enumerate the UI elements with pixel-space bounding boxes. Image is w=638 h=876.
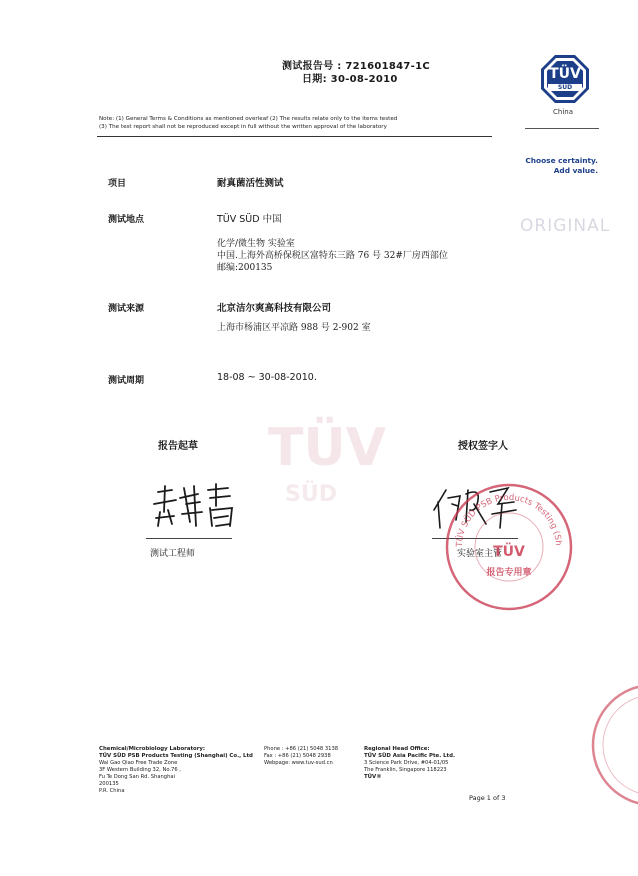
drafter-signature [150, 482, 240, 532]
seal-mark: TÜV [493, 544, 525, 560]
footer-regional [364, 746, 482, 781]
footer-regional-line-1: 3 Science Park Drive, #04-01/05 [364, 760, 449, 766]
location-line-2: 中国.上海外高桥保税区富特东三路 76 号 32#厂房西部位 [217, 251, 448, 261]
note-line-1: Note: (1) General Terms & Conditions as mentioned overleaf (2) The results relate only to the items tested [99, 116, 398, 122]
signer-title: 授权签字人 [458, 441, 508, 452]
field-value-source-address: 上海市杨浦区平凉路 988 号 2-902 室 [217, 323, 371, 333]
seal-text: 报告专用章 [486, 568, 532, 578]
footer-lab-line-1: Wai Gao Qiao Free Trade Zone [99, 760, 178, 766]
company-seal [444, 482, 574, 612]
drafter-role: 测试工程师 [150, 549, 196, 559]
footer-lab [99, 746, 264, 795]
seal-ring-text: TÜV SÜD PSB Products Testing (Sh [454, 492, 564, 548]
original-watermark: ORIGINAL [520, 216, 611, 236]
field-label-location: 测试地点 [108, 215, 145, 225]
footer-regional-title: Regional Head Office: [364, 746, 430, 752]
partial-seal [588, 680, 638, 810]
field-value-location-company: TÜV SÜD 中国 [217, 214, 282, 225]
note-rule [97, 136, 492, 137]
note-line-2: (3) The test report shall not be reproduced except in full without the written approval of the laboratory [99, 124, 387, 130]
partial-seal-ring-icon [588, 680, 638, 810]
field-value-location-address [217, 238, 448, 274]
footer-lab-company: TÜV SÜD PSB Products Testing (Shanghai) Co., Ltd [99, 753, 253, 759]
footer-regional-line-2: The Franklin, Singapore 118223 [364, 767, 447, 773]
drafter-title: 报告起草 [158, 441, 198, 452]
location-line-1: 化学/微生物 实验室 [217, 239, 295, 249]
footer-lab-line-4: 200135 [99, 781, 119, 787]
footer-regional-brand: TÜV® [364, 774, 382, 780]
footer-phone: Phone : +86 (21) 5048 3138 [264, 746, 339, 752]
footer-lab-line-5: P.R. China [99, 788, 125, 794]
report-date: 日期: 30-08-2010 [302, 74, 398, 85]
field-label-period: 测试周期 [108, 376, 145, 386]
field-value-source-company: 北京洁尔爽高科技有限公司 [217, 303, 332, 314]
tagline-line-2: Add value. [553, 166, 598, 175]
field-label-source: 测试来源 [108, 304, 145, 314]
tagline-line-1: Choose certainty. [525, 156, 598, 165]
footer-web: Webpage: www.tuv-sud.cn [264, 760, 333, 766]
note-text [99, 115, 519, 131]
field-value-item: 耐真菌活性测试 [217, 178, 284, 189]
footer-lab-title: Chemical/Microbiology Laboratory: [99, 746, 206, 752]
report-number: 测试报告号 : 721601847-1C [282, 61, 431, 72]
tagline [520, 156, 598, 176]
svg-text:TÜV SÜD PSB Products Testing ( [444, 482, 563, 548]
signer-role: 实验室主管 [457, 549, 503, 559]
tuv-watermark: TÜV [268, 418, 386, 478]
footer-lab-line-3: Fu Te Dong San Rd. Shanghai [99, 774, 176, 780]
logo-mark: TÜV [549, 66, 581, 82]
logo-underline [525, 128, 599, 129]
sud-watermark: SÜD [285, 482, 337, 507]
tuv-logo [540, 54, 590, 104]
drafter-signature-line [146, 538, 232, 539]
field-value-period: 18-08 ~ 30-08-2010. [217, 372, 317, 383]
logo-country: China [553, 108, 573, 116]
page-number: Page 1 of 3 [469, 794, 506, 802]
footer-lab-line-2: 3F Western Building 32, No.76 , [99, 767, 181, 773]
field-label-item: 项目 [108, 179, 127, 189]
footer-regional-company: TÜV SÜD Asia Pacific Pte. Ltd. [364, 753, 456, 759]
footer-contact [264, 746, 364, 767]
location-line-3: 邮编:200135 [217, 263, 273, 273]
footer-fax: Fax : +86 (21) 5048 2938 [264, 753, 331, 759]
logo-sub: SÜD [557, 84, 573, 91]
